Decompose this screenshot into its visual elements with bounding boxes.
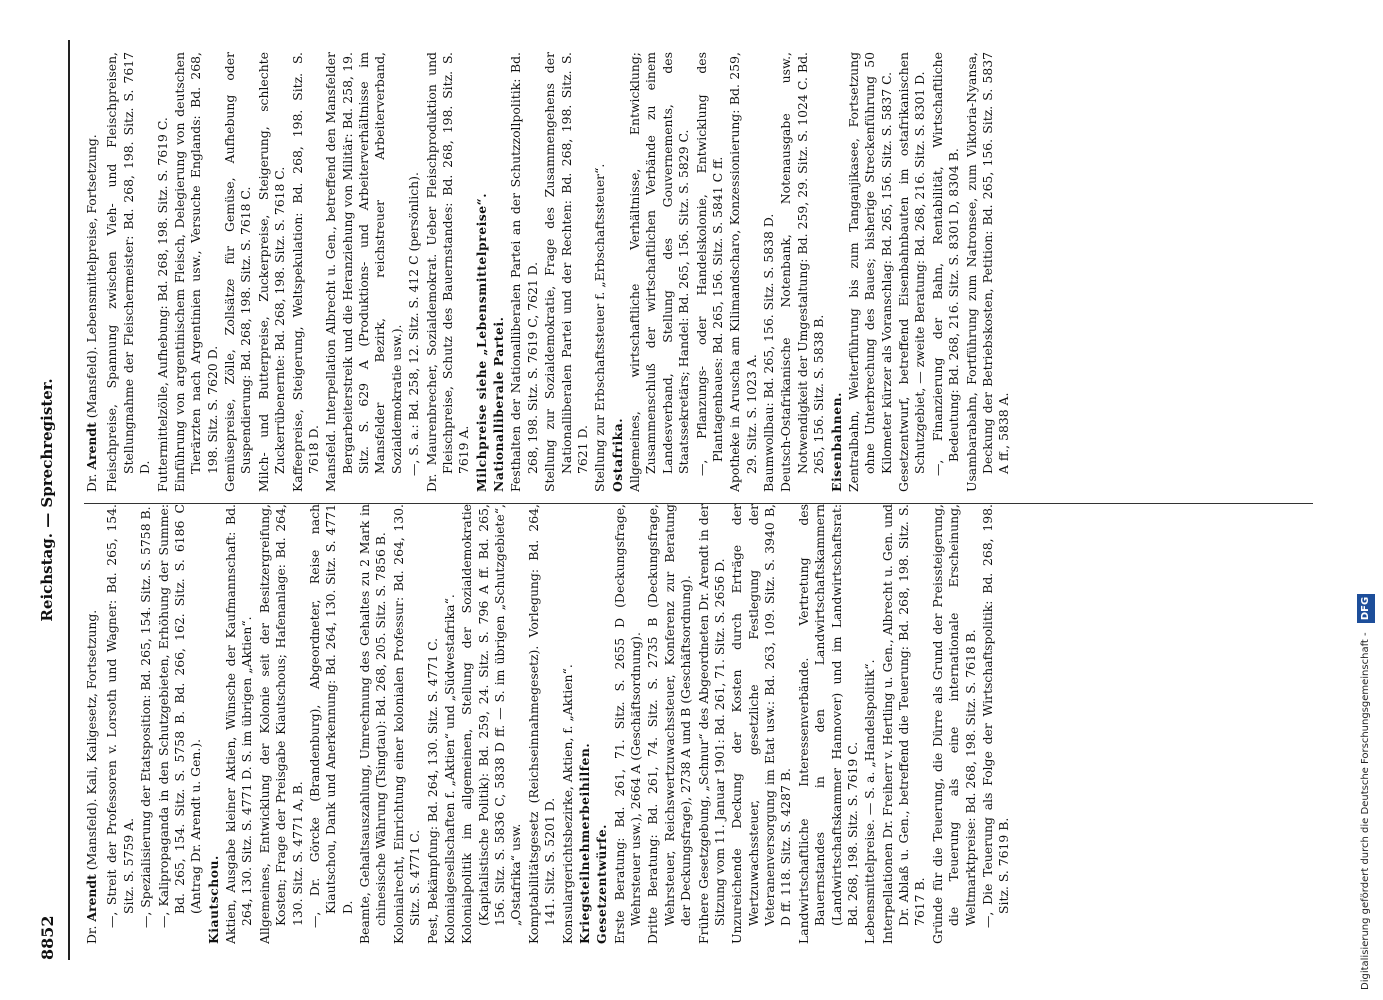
index-entry: Baumwollbau: Bd. 265, 156. Sitz. S. 5838 D. (761, 213, 776, 492)
index-entry: Deutsch-Ostafrikanische Notenbank, Notenausgabe usw., Notwendigkeit der Umgestaltung: Bd. 259, 29. Sitz. S. 1024 C. Bd. 265, 156. Sitz. S. 5838 B. (778, 52, 827, 492)
index-entry: —, S. a.: Bd. 258, 12. Sitz. S. 412 C (persönlich). (406, 172, 422, 476)
right-heading-rest: (Mansfeld). Lebensmittelpreise, Fortsetzung. (84, 134, 99, 419)
index-entry: —, Streit der Professoren v. Lorsoth und Wagner: Bd. 265, 154. Sitz. S. 5759 A. (104, 504, 136, 928)
index-entry: Apotheke in Aruscha am Kilimandscharo, Konzessionierung: Bd. 259, 29. Sitz. S. 1023 A. (727, 52, 759, 492)
index-entry: Einführung von argentinischem Fleisch, Delegierung von deutschen Tierärzten nach Argentinien usw., Versuche Englands: Bd. 268, 198. Sitz. S. 7620 D. (171, 52, 220, 492)
index-heading: Nationalliberale Partei. (491, 316, 506, 492)
right-column-heading (84, 52, 100, 492)
left-entry-list (104, 504, 1012, 944)
index-entry: Allgemeines, Entwicklung der Kolonie seit der Besitzergreifung, Kosten; Frage der Preisgabe Kiautschous; Hafenanlage: Bd. 264, 130. Sitz. S. 4771 A, B. (256, 504, 305, 944)
index-entry: Stellung zur Sozialdemokratie, Frage des Zusammengehens der Nationalliberalen Partei und der Rechten: Bd. 268, 198. Sitz. S. 7621 D. (542, 52, 590, 492)
index-entry: Frühere Gesetzgebung, „Schnur“ des Abgeordneten Dr. Arendt in der Sitzung vom 11. Januar 1901: Bd. 261, 71. Sitz. S. 2656 D. (695, 504, 727, 944)
index-entry: Gemüsepreise, Zölle, Zollsätze für Gemüse, Aufhebung oder Suspendierung: Bd. 268, 198. Sitz. S. 7618 C. (222, 52, 254, 492)
index-heading: Milchpreise siehe „Lebensmittelpreise“. (473, 192, 489, 492)
index-entry: Festhalten der Nationalliberalen Partei an der Schutzzollpolitik: Bd. 268, 198. Sitz. S. 7619 C, 7621 D. (508, 52, 540, 492)
page-number: 8852 (38, 915, 57, 960)
right-column (84, 52, 1313, 492)
index-entry: Kolonialpolitik im allgemeinen, Stellung der Sozialdemokratie (Kapitalistische Politik): Bd. 259, 24. Sitz. S. 796 A ff. Bd. 265, 156. Sitz. S. 5836 C, 5838 D ff. — S. im übrigen „Schutzgebiete“, „Ostafrika“ usw. (459, 504, 524, 944)
index-entry: Pest, Bekämpfung: Bd. 264, 130. Sitz. S. 4771 C. (424, 637, 440, 944)
index-heading: Kriegsteilnehmerbeihilfen. (576, 742, 592, 944)
index-entry: Allgemeines, wirtschaftliche Verhältnisse, Entwicklung; Zusammenschluß der wirtschaftlichen Verbände zu einem Landesverband, Stellung des Gouvernements, des Staatssekretärs; Handel: Bd. 265, 156. Sitz. S. 5829 C. (627, 52, 692, 492)
right-heading-prefix: Dr. (84, 473, 99, 492)
index-entry: Milch- und Butterpreise, Zuckerpreise, Steigerung, schlechte Zuckerrübenernte: Bd. 268, 198. Sitz. S. 7618 C. (255, 52, 288, 492)
index-entry: Erste Beratung: Bd. 261, 71. Sitz. S. 2655 D (Deckungsfrage, Wehrsteuer usw.), 2664 A (Geschäftsordnung). (611, 504, 643, 944)
index-entry: —, Finanzierung der Bahn, Rentabilität, Wirtschaftliche Bedeutung: Bd. 268, 216. Sitz. S. 8301 D, 8304 B. (929, 52, 962, 476)
index-entry: Kaffeepreise, Steigerung, Weltspekulation: Bd. 268, 198. Sitz. S. 7618 D. (289, 52, 321, 492)
index-entry: Komptabilitätsgesetz (Reichseinnahmegesetz). Vorlegung: Bd. 264, 141. Sitz. S. 5201 D. (525, 504, 558, 944)
index-entry: Gründe für die Teuerung, die Dürre als Grund der Preissteigerung, die Teuerung als eine internationale Erscheinung, Weltmarktpreise: Bd. 268, 198. Sitz. S. 7618 B. (929, 504, 978, 944)
stamp-text-row (1357, 10, 1375, 990)
page-header (38, 40, 70, 960)
dfg-logo: DFG (1357, 594, 1375, 623)
right-entry-list (104, 52, 1012, 492)
digitization-stamp (1357, 10, 1375, 990)
index-heading: Gesetzentwürfe. (594, 824, 610, 944)
index-entry: Kolonialgesellschaften f. „Aktien“ und „Südwestafrika“. (441, 594, 457, 944)
index-entry: Aktien, Ausgabe kleiner Aktien, Wünsche der Kaufmannschaft: Bd. 264, 130. Sitz. S. 4771 D. S. im übrigen „Aktien“. (223, 504, 255, 944)
index-entry: Dritte Beratung: Bd. 261, 74. Sitz. S. 2735 B (Deckungsfrage, Wehrsteuer, Reichswertzuwachssteuer, Konferenz zur Beratung der Deckungsfrage), 2738 A und B (Geschäftsordnung). (645, 504, 694, 944)
index-entry: Konsulargerichtsbezirke, Aktien, f. „Aktien“. (559, 664, 575, 944)
right-heading-name: Arendt (84, 422, 99, 470)
index-entry: Dr. Maurenbrecher, Sozialdemokrat. Ueber Fleischproduktion und Fleischpreise, Schutz des Bauernstandes: Bd. 268, 198. Sitz. S. 7619 A. (423, 52, 472, 492)
column-divider (84, 503, 1313, 504)
index-entry: Gesetzentwurf, betreffend Eisenbahnbauten im ostafrikanischen Schutzgebiet, — zweite Beratung: Bd. 268, 216. Sitz. S. 8301 D. (896, 52, 928, 492)
running-title: Reichstag. — Sprechregister. (38, 378, 56, 622)
index-entry: Kolonialrecht, Einrichtung einer kolonialen Professur: Bd. 264, 130. Sitz. S. 4771 C. (390, 504, 423, 944)
index-entry: —, Pflanzungs- oder Handelskolonie, Entwicklung des Plantagenbaues: Bd. 265, 156. Sitz. S. 5841 C ff. (693, 52, 725, 476)
index-heading: Eisenbahnen. (828, 392, 844, 492)
left-column (84, 504, 1313, 944)
left-heading-rest: (Mansfeld). Kali, Kaligesetz, Fortsetzung. (84, 609, 99, 871)
index-entry: Futtermittelzölle, Aufhebung: Bd. 268, 198. Sitz. S. 7619 C. (154, 117, 170, 492)
index-heading: Kiautschou. (205, 855, 221, 944)
left-column-heading (84, 504, 100, 944)
index-entry: Mansfeld. Interpellation Albrecht u. Gen., betreffend den Mansfelder Bergarbeiterstreik und die Heranziehung von Militär: Bd. 258, 19. Sitz. S. 629 A (Produktions- und Arbeiterverhältnisse im Mansfelder Bezirk, reichstreuer Arbeiterverband, Sozialdemokratie usw.). (323, 52, 404, 492)
index-entry: Lebensmittelpreise. — S. a. „Handelspolitik“. (862, 659, 878, 944)
stamp-text: Digitalisierung gefördert durch die Deutsche Forschungsgemeinschaft - (1360, 632, 1371, 990)
left-heading-prefix: Dr. (84, 925, 99, 944)
index-entry: Usambarabahn, Fortführung zum Natronsee, zum Viktoria-Nyansa, Deckung der Betriebskosten, Petition: Bd. 265, 156. Sitz. S. 5837 A ff., 5838 A. (963, 52, 1012, 492)
index-entry: —, Kalipropaganda in den Schutzgebieten, Erhöhung der Summe: Bd. 265, 154. Sitz. S. 5758 B. Bd. 266, 162. Sitz. S. 6186 C (Antrag Dr. Arendt u. Gen.). (155, 504, 204, 928)
index-entry: Landwirtschaftliche Interessenverbände. Vertretung des Bauernstandes in den Landwirtschaftskammern (Landwirtschaftskammer Hannover) und im Landwirtschaftsrat: Bd. 268, 198. Sitz. S. 7619 C. (795, 504, 860, 944)
left-heading-name: Arendt (84, 874, 99, 922)
index-entry: Unzureichende Deckung der Kosten durch Erträge der Wertzuwachssteuer, gesetzliche Festlegung der Veteranenversorgung im Etat usw.: Bd. 263, 109. Sitz. S. 3940 B, D ff. 118. Sitz. S. 4287 B. (729, 504, 794, 944)
index-entry: Zentralbahn, Weiterführung bis zum Tanganjikasee, Fortsetzung ohne Unterbrechung des Baues; bisherige Streckenführung 50 Kilometer kürzer als Voranschlag: Bd. 265, 156. Sitz. S. 5837 C. (845, 52, 894, 492)
index-entry: —, Dr. Görcke (Brandenburg), Abgeordneter, Reise nach Kiautschou, Dank und Anerkennung: Bd. 264, 130. Sitz. S. 4771 D. (306, 504, 355, 928)
index-entry: —, Die Teuerung als Folge der Wirtschaftspolitik: Bd. 268, 198. Sitz. S. 7619 B. (979, 504, 1012, 928)
index-entry: Beamte, Gehaltsauszahlung, Umrechnung des Gehaltes zu 2 Mark in chinesische Währung (Tsingtau): Bd. 268, 205. Sitz. S. 7856 B. (357, 504, 389, 944)
index-entry: Interpellationen Dr. Freiherr v. Hertling u. Gen., Albrecht u. Gen. und Dr. Ablaß u. Gen., betreffend die Teuerung: Bd. 268, 198. Sitz. S. 7617 B. (879, 504, 928, 944)
index-entry: Stellung zur Erbschaftssteuer f. „Erbschaftssteuer“. (592, 163, 608, 492)
index-heading: Ostafrika. (609, 417, 625, 492)
index-entry: —, Spezialisierung der Etatsposition: Bd. 265, 154. Sitz. S. 5758 B. (138, 506, 154, 928)
index-entry: Fleischpreise, Spannung zwischen Vieh- und Fleischpreisen, Stellungnahme der Fleischermeister: Bd. 268, 198. Sitz. S. 7617 D. (104, 52, 153, 492)
